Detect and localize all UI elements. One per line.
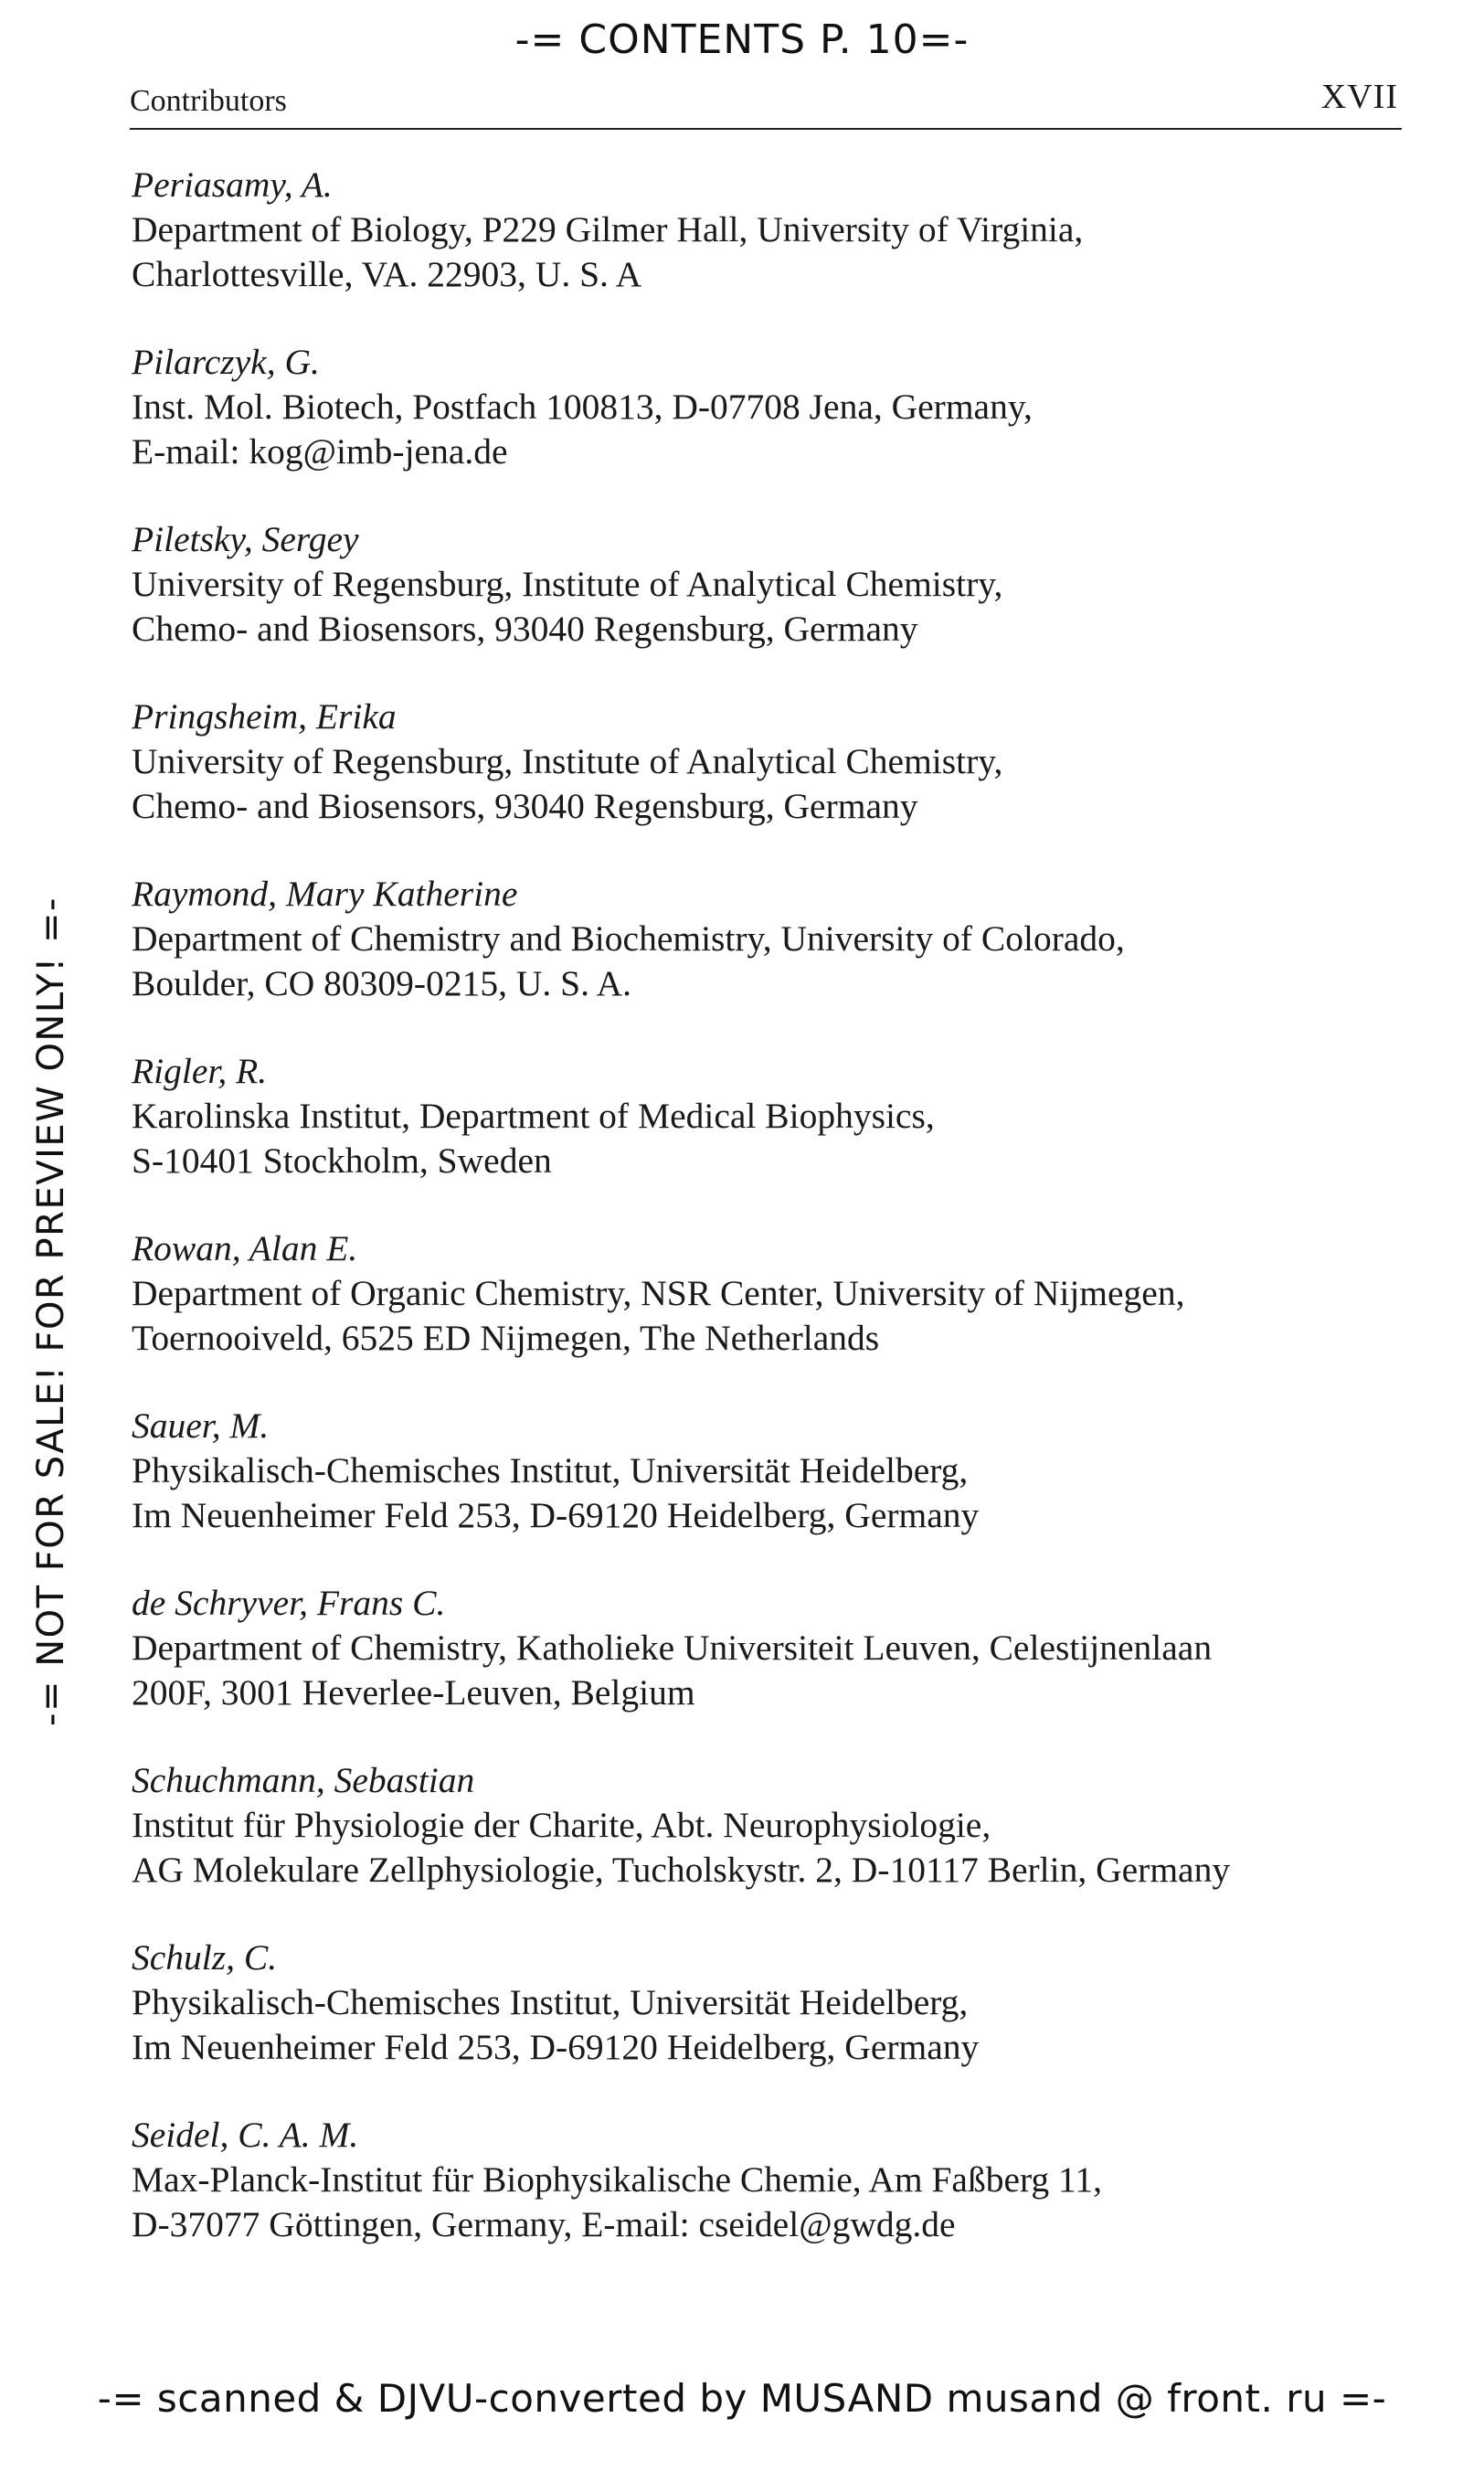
affiliation-line: Im Neuenheimer Feld 253, D-69120 Heidelberg, Germany: [132, 2027, 980, 2067]
page-number: XVII: [1320, 78, 1398, 116]
contributor-entry: [132, 1226, 1411, 1404]
contributor-name: Raymond, Mary Katherine: [132, 874, 518, 914]
affiliation-line: Toernooiveld, 6525 ED Nijmegen, The Netherlands: [132, 1318, 880, 1358]
contributor-name: Schuchmann, Sebastian: [132, 1760, 475, 1800]
contributor-name: Schulz, C.: [132, 1937, 278, 1978]
affiliation-line: D-37077 Göttingen, Germany, E-mail: cseidel@gwdg.de: [132, 2204, 956, 2244]
affiliation-line: Physikalisch-Chemisches Institut, Universität Heidelberg,: [132, 1450, 969, 1490]
contributor-name: Sauer, M.: [132, 1405, 270, 1446]
contributor-name: Seidel, C. A. M.: [132, 2115, 359, 2155]
contributor-entry: [132, 2113, 1411, 2290]
affiliation-line: Institut für Physiologie der Charite, Abt. Neurophysiologie,: [132, 1805, 991, 1845]
affiliation-line: Physikalisch-Chemisches Institut, Universität Heidelberg,: [132, 1982, 969, 2022]
contributor-entry: [132, 1049, 1411, 1226]
contributor-name: Pringsheim, Erika: [132, 696, 397, 737]
affiliation-line: Department of Biology, P229 Gilmer Hall, University of Virginia,: [132, 209, 1084, 249]
contributor-name: de Schryver, Frans C.: [132, 1583, 446, 1623]
affiliation-line: Department of Organic Chemistry, NSR Center, University of Nijmegen,: [132, 1273, 1185, 1313]
contributor-entry: [132, 340, 1411, 517]
contributor-entry: [132, 1581, 1411, 1758]
affiliation-line: Inst. Mol. Biotech, Postfach 100813, D-07708 Jena, Germany,: [132, 387, 1033, 427]
side-watermark: -= NOT FOR SALE! FOR PREVIEW ONLY! =-: [30, 896, 72, 1726]
contributor-entry: [132, 163, 1411, 340]
affiliation-line: Charlottesville, VA. 22903, U. S. A: [132, 254, 642, 294]
running-head: [130, 80, 1402, 130]
affiliation-line: Im Neuenheimer Feld 253, D-69120 Heidelberg, Germany: [132, 1495, 980, 1535]
affiliation-line: University of Regensburg, Institute of Analytical Chemistry,: [132, 564, 1003, 604]
contributor-entry: [132, 695, 1411, 872]
affiliation-line: Max-Planck-Institut für Biophysikalische Chemie, Am Faßberg 11,: [132, 2159, 1102, 2200]
contributor-list: [132, 163, 1411, 2290]
top-banner: -= CONTENTS P. 10=-: [514, 16, 970, 63]
contributor-name: Piletsky, Sergey: [132, 519, 359, 559]
contributor-name: Periasamy, A.: [132, 164, 333, 205]
contributor-entry: [132, 1935, 1411, 2113]
affiliation-line: S-10401 Stockholm, Sweden: [132, 1140, 552, 1181]
affiliation-line: Department of Chemistry and Biochemistry, University of Colorado,: [132, 918, 1125, 959]
affiliation-line: Chemo- and Biosensors, 93040 Regensburg, Germany: [132, 786, 918, 826]
affiliation-line: E-mail: kog@imb-jena.de: [132, 431, 508, 472]
contributor-name: Pilarczyk, G.: [132, 342, 320, 382]
contributor-name: Rowan, Alan E.: [132, 1228, 358, 1268]
affiliation-line: Karolinska Institut, Department of Medical Biophysics,: [132, 1096, 935, 1136]
contributor-entry: [132, 872, 1411, 1049]
contributor-entry: [132, 1404, 1411, 1581]
contributor-entry: [132, 1758, 1411, 1935]
affiliation-line: 200F, 3001 Heverlee-Leuven, Belgium: [132, 1672, 695, 1713]
affiliation-line: Boulder, CO 80309-0215, U. S. A.: [132, 963, 632, 1003]
affiliation-line: University of Regensburg, Institute of Analytical Chemistry,: [132, 741, 1003, 781]
section-title: Contributors: [130, 84, 287, 118]
contributor-entry: [132, 517, 1411, 695]
affiliation-line: Chemo- and Biosensors, 93040 Regensburg, Germany: [132, 609, 918, 649]
contributor-name: Rigler, R.: [132, 1051, 268, 1091]
affiliation-line: AG Molekulare Zellphysiologie, Tucholskystr. 2, D-10117 Berlin, Germany: [132, 1850, 1231, 1890]
affiliation-line: Department of Chemistry, Katholieke Universiteit Leuven, Celestijnenlaan: [132, 1628, 1213, 1668]
bottom-banner: -= scanned & DJVU-converted by MUSAND musand @ front. ru =-: [97, 2376, 1387, 2421]
